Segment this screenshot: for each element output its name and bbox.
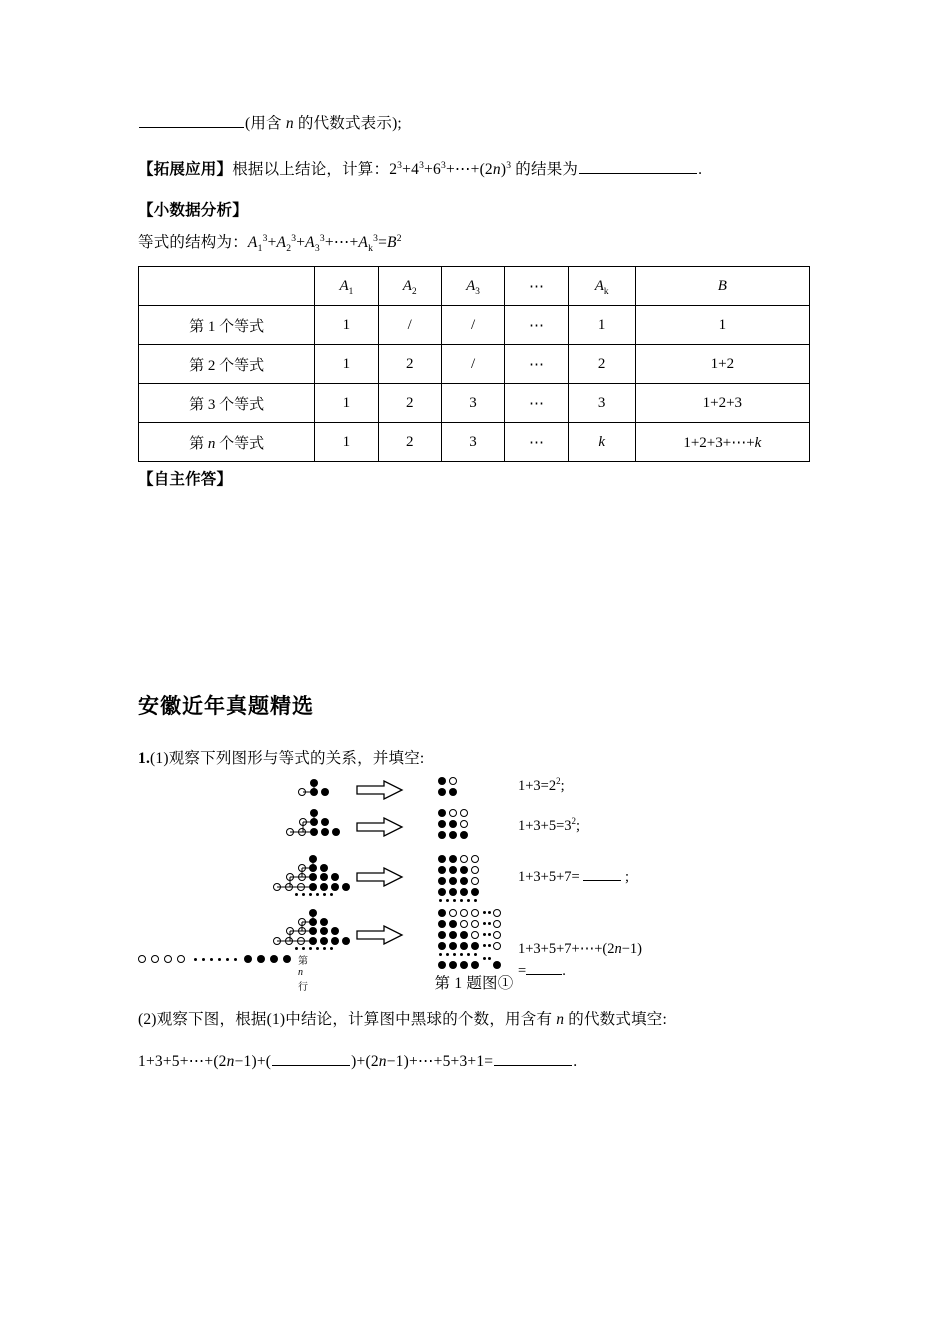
equation-2: $1+3+5=3^2$; (518, 816, 581, 834)
equation-3: 1+3+5+7= ; (518, 867, 629, 886)
table-header-a2: $A_2$ (378, 267, 441, 306)
expand-application-expression: $2^3+4^3+6^3+\cdots+(2n)^3$ (389, 159, 512, 178)
cell-ak: 1 (568, 306, 635, 345)
cell-ak: k (568, 423, 635, 462)
part2-answer-blank-1[interactable] (272, 1050, 350, 1066)
answer-blank[interactable] (139, 112, 244, 128)
nth-row-label: 第n行 (298, 956, 308, 993)
cell-dots: ⋯ (505, 423, 568, 462)
arrow-icon (356, 867, 404, 887)
expand-application-blank[interactable] (579, 158, 697, 174)
question1-part2-line (138, 1008, 667, 1031)
table-header-empty (139, 267, 315, 306)
blank-note-text: (用含 n 的代数式表示); (245, 115, 402, 132)
equation-4-line2: = . (518, 961, 566, 980)
self-answer-label: 【自主作答】 (138, 471, 233, 488)
figure-caption-text: 第 1 题图① (434, 975, 514, 992)
equation-1: $1+3=2^2$; (518, 776, 565, 794)
equation-4-line1: 1+3+5+7+⋯+(2n−1) (518, 941, 642, 957)
cell-b: 1+2+3 (635, 384, 809, 423)
cell-a2: 2 (378, 384, 441, 423)
cell-a3: 3 (441, 384, 504, 423)
table-row (139, 306, 810, 345)
question-number: 1. (138, 750, 151, 767)
structure-formula: $A_1^3+A_2^3+A_3^3+\cdots+A_k^3=B^2$ (247, 232, 402, 255)
cell-a1: 1 (315, 306, 378, 345)
structure-lead: 等式的结构为： (138, 234, 248, 251)
expand-application-label: 【拓展应用】 (138, 161, 233, 178)
part2-eq-a: 1+3+5+⋯+(2n−1)+( (138, 1053, 272, 1070)
part2-eq-b: )+(2n−1)+⋯+5+3+1= (351, 1053, 494, 1070)
arrow-icon (356, 780, 404, 800)
figure-row-3 (138, 855, 810, 911)
part2-eq-end: . (573, 1053, 578, 1070)
row-label: 第 3 个等式 (139, 384, 315, 423)
cell-a3: 3 (441, 423, 504, 462)
expand-application-text-before: 根据以上结论，计算： (232, 161, 390, 178)
cell-a1: 1 (315, 345, 378, 384)
gnomon-connector-2 (286, 809, 346, 839)
cell-b: 1+2 (635, 345, 809, 384)
cell-a3: / (441, 306, 504, 345)
cell-a2: 2 (378, 345, 441, 384)
table-row (139, 345, 810, 384)
small-data-analysis-label: 【小数据分析】 (138, 202, 248, 219)
cell-a1: 1 (315, 423, 378, 462)
section-title-text: 安徽近年真题精选 (138, 694, 314, 718)
cell-a1: 1 (315, 384, 378, 423)
table-row (139, 423, 810, 462)
section-title (138, 690, 314, 720)
cell-a2: 2 (378, 423, 441, 462)
row-label: 第 1 个等式 (139, 306, 315, 345)
cell-b: 1 (635, 306, 809, 345)
table-header-dots: ⋯ (505, 267, 568, 306)
table-header-a3: $A_3$ (441, 267, 504, 306)
table-row (139, 384, 810, 423)
cell-b: 1+2+3+⋯+k (635, 423, 809, 462)
figure-caption (138, 972, 810, 995)
table-header-row (139, 267, 810, 306)
cell-dots: ⋯ (505, 384, 568, 423)
cell-ak: 3 (568, 384, 635, 423)
cell-dots: ⋯ (505, 345, 568, 384)
expand-application-line (138, 158, 702, 181)
table-header-ak: $A_k$ (568, 267, 635, 306)
question1-part2-label: (2) (138, 1011, 157, 1028)
expand-application-period: . (698, 161, 703, 178)
equation-structure-table (138, 266, 810, 462)
question1-part1-line (138, 747, 424, 770)
row-label: 第 n 个等式 (139, 423, 315, 462)
cell-ak: 2 (568, 345, 635, 384)
cell-a2: / (378, 306, 441, 345)
part2-answer-blank-2[interactable] (494, 1050, 572, 1066)
equation-structure-table-wrap (138, 266, 810, 462)
figure-row-2 (138, 809, 810, 855)
arrow-icon (356, 817, 404, 837)
arrow-icon (356, 925, 404, 945)
table-header-b: B (635, 267, 809, 306)
row-label: 第 2 个等式 (139, 345, 315, 384)
structure-line (138, 231, 402, 254)
blank-note-line (138, 112, 402, 135)
question1-part1-label: (1) (150, 750, 169, 767)
table-header-a1: $A_1$ (315, 267, 378, 306)
question1-part2-text: 观察下图，根据(1)中结论，计算图中黑球的个数，用含有 n 的代数式填空: (156, 1011, 667, 1028)
question1-part1-text: 观察下列图形与等式的关系，并填空: (168, 750, 425, 767)
gnomon-connector-1 (298, 775, 338, 803)
expand-application-text-after: 的结果为 (515, 161, 579, 178)
question1-part2-equation (138, 1050, 577, 1073)
cell-dots: ⋯ (505, 306, 568, 345)
cell-a3: / (441, 345, 504, 384)
